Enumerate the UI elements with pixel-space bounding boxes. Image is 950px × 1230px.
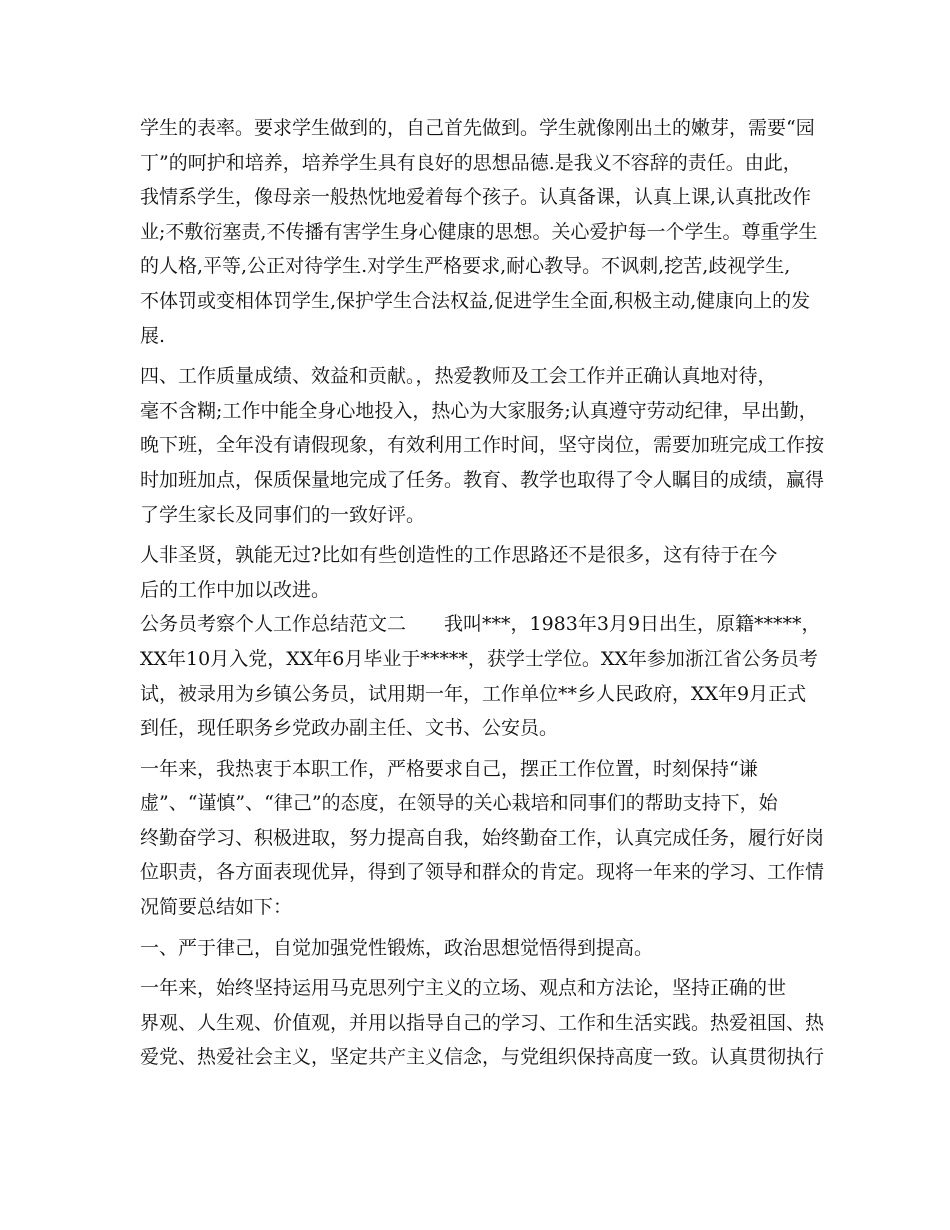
- text-line: 终勤奋学习、积极进取，努力提高自我，始终勤奋工作，认真完成任务，履行好岗: [140, 826, 825, 849]
- text-line: 展.: [140, 324, 166, 347]
- text-line: 一、严于律己，自觉加强党性锻炼，政治思想觉悟得到提高。: [140, 936, 654, 959]
- text-line: 晚下班，全年没有请假现象，有效利用工作时间，坚守岗位，需要加班完成工作按: [140, 434, 825, 457]
- text-line: 毫不含糊;工作中能全身心地投入，热心为大家服务;认真遵守劳动纪律，早出勤，: [140, 399, 818, 422]
- text-line: 丁”的呵护和培养，培养学生具有良好的思想品德.是我义不容辞的责任。由此，: [140, 151, 802, 174]
- text-line: 四、工作质量成绩、效益和贡献。，热爱教师及工会工作并正确认真地对待，: [140, 365, 777, 388]
- text-line: 学生的表率。要求学生做到的，自己首先做到。学生就像刚出土的嫩芽，需要“园: [140, 117, 815, 139]
- text-line: 了学生家长及同事们的一致好评。: [140, 503, 426, 526]
- text-line: 一年来，始终坚持运用马克思列宁主义的立场、观点和方法论，坚持正确的世: [140, 977, 787, 1000]
- text-line: 试，被录用为乡镇公务员，试用期一年，工作单位**乡人民政府，XX年9月正式: [140, 682, 807, 705]
- text-line: 到任，现任职务乡党政办副主任、文书、公安员。: [140, 717, 559, 740]
- text-line: 时加班加点，保质保量地完成了任务。教育、教学也取得了令人瞩目的成绩，赢得: [140, 468, 825, 491]
- text-line: XX年10月入党，XX年6月毕业于*****，获学士学位。XX年参加浙江省公务员考: [140, 647, 818, 670]
- text-line: 的人格,平等,公正对待学生.对学生严格要求,耐心教导。不讽刺,挖苦,歧视学生,: [140, 255, 791, 278]
- document-body: [140, 111, 825, 1075]
- text-line: 不体罚或变相体罚学生,保护学生合法权益,促进学生全面,积极主动,健康向上的发: [140, 289, 811, 312]
- text-line: 位职责，各方面表现优异，得到了领导和群众的肯定。现将一年来的学习、工作情: [140, 861, 825, 884]
- text-line: 界观、人生观、价值观，并用以指导自己的学习、工作和生活实践。热爱祖国、热: [140, 1011, 825, 1034]
- text-line: 一年来，我热衷于本职工作，严格要求自己，摆正工作位置，时刻保持“谦: [140, 757, 758, 780]
- text-line: 爱党、热爱社会主义，坚定共产主义信念，与党组织保持高度一致。认真贯彻执行: [140, 1046, 825, 1069]
- text-line: 后的工作中加以改进。: [140, 578, 331, 601]
- text-line: 业;不敷衍塞责,不传播有害学生身心健康的思想。关心爱护每一个学生。尊重学生: [140, 220, 818, 243]
- text-line: 我情系学生，像母亲一般热忱地爱着每个孩子。认真备课，认真上课,认真批改作: [140, 186, 812, 209]
- text-line: 公务员考察个人工作总结范文二 我叫***，1983年3月9日出生，原籍*****，: [140, 613, 821, 636]
- text-line: 况简要总结如下：: [140, 896, 293, 919]
- text-line: 人非圣贤，孰能无过?比如有些创造性的工作思路还不是很多，这有待于在今: [140, 544, 778, 567]
- text-line: 虚”、“谨慎”、“律己”的态度，在领导的关心栽培和同事们的帮助支持下，始: [140, 792, 778, 815]
